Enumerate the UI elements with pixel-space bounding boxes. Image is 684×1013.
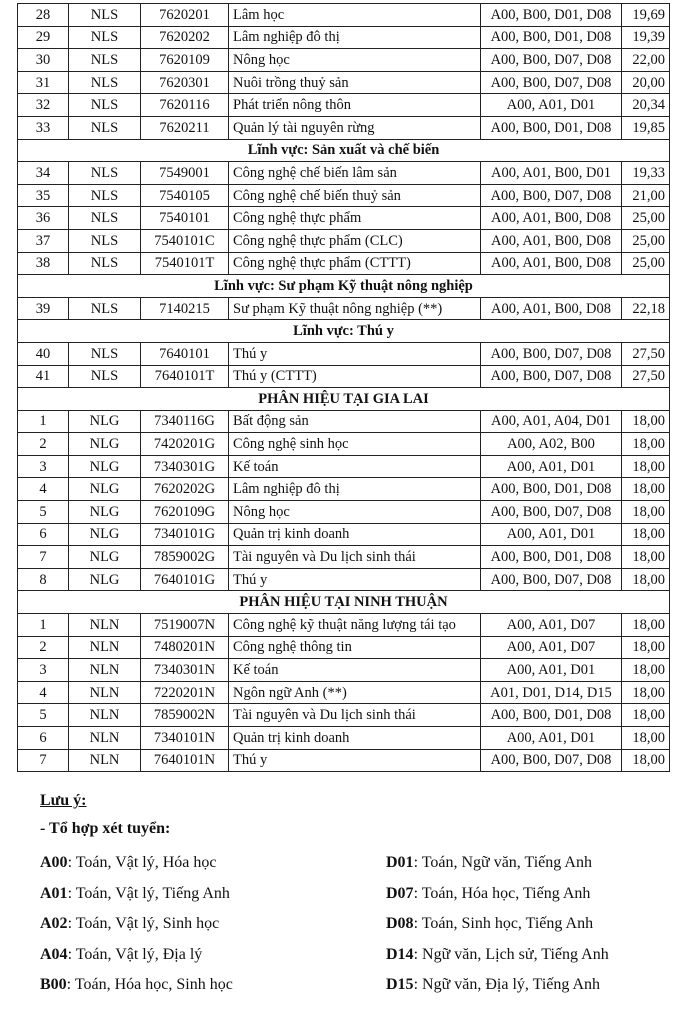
section-header-row — [18, 320, 670, 343]
table-row — [18, 116, 670, 139]
table-row — [18, 704, 670, 727]
row-school-code: NLN — [69, 681, 141, 704]
combo-code: A00 — [40, 854, 68, 871]
combo-subjects: Toán, Vật lý, Sinh học — [75, 915, 220, 933]
row-stt: 38 — [18, 252, 69, 275]
row-subject-combo: A00, A01, D07 — [481, 614, 622, 637]
combo-legend-item — [386, 879, 609, 910]
section-title: Lĩnh vực: Sản xuất và chế biến — [18, 139, 670, 162]
row-subject-combo: A00, A01, B00, D08 — [481, 229, 622, 252]
combo-code: A02 — [40, 915, 68, 933]
row-major-name: Phát triển nông thôn — [229, 94, 481, 117]
row-score: 22,18 — [622, 297, 670, 320]
table-row — [18, 410, 670, 433]
table-row — [18, 749, 670, 772]
table-row — [18, 501, 670, 524]
row-school-code: NLN — [69, 704, 141, 727]
row-major-name: Lâm học — [229, 4, 481, 27]
row-major-code: 7480201N — [141, 636, 229, 659]
row-stt: 3 — [18, 455, 69, 478]
row-school-code: NLS — [69, 365, 141, 388]
row-subject-combo: A00, B00, D07, D08 — [481, 184, 622, 207]
table-row — [18, 71, 670, 94]
combo-subjects: Toán, Hóa học, Tiếng Anh — [421, 884, 591, 902]
row-subject-combo: A00, B00, D07, D08 — [481, 49, 622, 72]
row-stt: 36 — [18, 207, 69, 230]
table-row — [18, 4, 670, 27]
combo-legend-right — [386, 848, 609, 1001]
row-major-code: 7340301G — [141, 455, 229, 478]
row-stt: 1 — [18, 614, 69, 637]
combo-subjects: Toán, Hóa học, Sinh học — [74, 976, 233, 994]
combo-legend-item — [386, 970, 609, 1001]
table-body — [18, 4, 670, 772]
table-row — [18, 659, 670, 682]
row-major-code: 7420201G — [141, 433, 229, 456]
row-subject-combo: A00, A01, B00, D08 — [481, 252, 622, 275]
combo-code: D08 — [386, 915, 414, 933]
combo-code: D01 — [386, 854, 414, 871]
row-major-name: Công nghệ sinh học — [229, 433, 481, 456]
row-subject-combo: A01, D01, D14, D15 — [481, 681, 622, 704]
row-major-name: Công nghệ thực phẩm (CTTT) — [229, 252, 481, 275]
row-school-code: NLS — [69, 252, 141, 275]
row-score: 18,00 — [622, 523, 670, 546]
table-row — [18, 523, 670, 546]
row-subject-combo: A00, B00, D01, D08 — [481, 704, 622, 727]
row-school-code: NLS — [69, 49, 141, 72]
row-stt: 4 — [18, 681, 69, 704]
combo-separator: : — [413, 854, 422, 871]
row-subject-combo: A00, B00, D07, D08 — [481, 365, 622, 388]
row-score: 27,50 — [622, 365, 670, 388]
combo-subjects: Toán, Vật lý, Địa lý — [75, 945, 203, 963]
row-stt: 33 — [18, 116, 69, 139]
row-school-code: NLN — [69, 636, 141, 659]
row-school-code: NLS — [69, 116, 141, 139]
row-major-name: Công nghệ chế biến thuỷ sản — [229, 184, 481, 207]
row-score: 22,00 — [622, 49, 670, 72]
row-score: 18,00 — [622, 410, 670, 433]
row-major-code: 7640101G — [141, 568, 229, 591]
combo-separator: : — [413, 945, 423, 963]
combo-code: A01 — [40, 884, 68, 902]
combo-code: D14 — [386, 945, 414, 963]
table-row — [18, 207, 670, 230]
row-school-code: NLS — [69, 94, 141, 117]
row-stt: 35 — [18, 184, 69, 207]
row-score: 19,85 — [622, 116, 670, 139]
combo-subjects: Ngữ văn, Địa lý, Tiếng Anh — [422, 976, 601, 994]
row-major-code: 7620211 — [141, 116, 229, 139]
row-subject-combo: A00, B00, D07, D08 — [481, 71, 622, 94]
row-major-name: Công nghệ thông tin — [229, 636, 481, 659]
combo-separator: : — [66, 976, 75, 994]
row-major-name: Kế toán — [229, 659, 481, 682]
row-stt: 5 — [18, 501, 69, 524]
row-score: 25,00 — [622, 229, 670, 252]
row-stt: 7 — [18, 749, 69, 772]
combo-legend-item — [40, 970, 233, 1001]
table-row — [18, 546, 670, 569]
combo-separator: : — [67, 884, 76, 902]
row-stt: 39 — [18, 297, 69, 320]
row-stt: 1 — [18, 410, 69, 433]
row-school-code: NLS — [69, 26, 141, 49]
row-score: 18,00 — [622, 546, 670, 569]
row-major-code: 7620109 — [141, 49, 229, 72]
combo-legend-item — [40, 879, 233, 910]
notes-title: Lưu ý: — [40, 792, 87, 809]
row-major-code: 7620202G — [141, 478, 229, 501]
row-score: 18,00 — [622, 455, 670, 478]
row-subject-combo: A00, B00, D07, D08 — [481, 749, 622, 772]
combo-separator: : — [67, 915, 76, 933]
row-stt: 3 — [18, 659, 69, 682]
row-subject-combo: A00, A01, B00, D01 — [481, 162, 622, 185]
row-major-name: Quản trị kinh doanh — [229, 523, 481, 546]
row-subject-combo: A00, B00, D01, D08 — [481, 116, 622, 139]
row-major-code: 7859002G — [141, 546, 229, 569]
row-score: 18,00 — [622, 433, 670, 456]
admission-score-table — [17, 3, 670, 772]
row-stt: 28 — [18, 4, 69, 27]
row-major-code: 7620202 — [141, 26, 229, 49]
row-subject-combo: A00, A01, D01 — [481, 455, 622, 478]
row-score: 18,00 — [622, 659, 670, 682]
table-row — [18, 433, 670, 456]
table-row — [18, 614, 670, 637]
row-major-name: Tài nguyên và Du lịch sinh thái — [229, 546, 481, 569]
row-school-code: NLG — [69, 455, 141, 478]
table-row — [18, 252, 670, 275]
row-subject-combo: A00, B00, D01, D08 — [481, 478, 622, 501]
row-major-name: Sư phạm Kỹ thuật nông nghiệp (**) — [229, 297, 481, 320]
row-school-code: NLS — [69, 184, 141, 207]
row-stt: 41 — [18, 365, 69, 388]
row-score: 19,39 — [622, 26, 670, 49]
row-score: 20,00 — [622, 71, 670, 94]
row-stt: 2 — [18, 636, 69, 659]
combo-legend-item — [386, 940, 609, 971]
row-major-name: Thú y — [229, 568, 481, 591]
row-school-code: NLG — [69, 478, 141, 501]
row-subject-combo: A00, B00, D01, D08 — [481, 4, 622, 27]
row-major-code: 7640101N — [141, 749, 229, 772]
combo-separator: : — [413, 884, 422, 902]
row-score: 19,69 — [622, 4, 670, 27]
row-major-code: 7340116G — [141, 410, 229, 433]
row-stt: 40 — [18, 342, 69, 365]
table-row — [18, 365, 670, 388]
combo-legend-item — [40, 940, 233, 971]
row-school-code: NLS — [69, 4, 141, 27]
row-major-name: Công nghệ thực phẩm — [229, 207, 481, 230]
row-major-name: Nông học — [229, 501, 481, 524]
row-subject-combo: A00, A01, D07 — [481, 636, 622, 659]
row-subject-combo: A00, B00, D01, D08 — [481, 26, 622, 49]
row-score: 20,34 — [622, 94, 670, 117]
row-subject-combo: A00, A01, D01 — [481, 727, 622, 750]
row-major-code: 7340101G — [141, 523, 229, 546]
combo-legend-left — [40, 848, 233, 1001]
row-school-code: NLN — [69, 727, 141, 750]
row-school-code: NLS — [69, 229, 141, 252]
row-major-code: 7620116 — [141, 94, 229, 117]
table-row — [18, 297, 670, 320]
row-major-code: 7220201N — [141, 681, 229, 704]
table-row — [18, 455, 670, 478]
combo-legend-item — [386, 909, 609, 940]
row-stt: 30 — [18, 49, 69, 72]
row-subject-combo: A00, B00, D07, D08 — [481, 342, 622, 365]
row-subject-combo: A00, A01, B00, D08 — [481, 207, 622, 230]
row-score: 18,00 — [622, 681, 670, 704]
combo-separator: : — [67, 945, 76, 963]
row-subject-combo: A00, B00, D07, D08 — [481, 568, 622, 591]
row-subject-combo: A00, B00, D01, D08 — [481, 546, 622, 569]
row-school-code: NLN — [69, 749, 141, 772]
row-major-code: 7640101T — [141, 365, 229, 388]
combo-legend-item — [386, 848, 609, 879]
row-score: 18,00 — [622, 749, 670, 772]
row-major-code: 7340301N — [141, 659, 229, 682]
section-header-row — [18, 591, 670, 614]
row-major-name: Thú y — [229, 749, 481, 772]
row-major-name: Lâm nghiệp đô thị — [229, 26, 481, 49]
row-major-code: 7549001 — [141, 162, 229, 185]
combo-subjects: Toán, Vật lý, Tiếng Anh — [75, 884, 230, 902]
row-subject-combo: A00, B00, D07, D08 — [481, 501, 622, 524]
section-title: PHÂN HIỆU TẠI GIA LAI — [18, 388, 670, 411]
table-row — [18, 727, 670, 750]
section-title: Lĩnh vực: Thú y — [18, 320, 670, 343]
row-major-name: Thú y — [229, 342, 481, 365]
row-score: 18,00 — [622, 568, 670, 591]
row-school-code: NLS — [69, 162, 141, 185]
row-school-code: NLS — [69, 71, 141, 94]
row-major-code: 7140215 — [141, 297, 229, 320]
combo-code: B00 — [40, 976, 67, 994]
row-major-code: 7540101 — [141, 207, 229, 230]
combo-legend-item — [40, 909, 233, 940]
row-major-name: Quản lý tài nguyên rừng — [229, 116, 481, 139]
row-school-code: NLG — [69, 523, 141, 546]
table-row — [18, 26, 670, 49]
row-major-code: 7859002N — [141, 704, 229, 727]
table-row — [18, 681, 670, 704]
row-major-name: Thú y (CTTT) — [229, 365, 481, 388]
row-school-code: NLN — [69, 614, 141, 637]
row-score: 18,00 — [622, 614, 670, 637]
combo-code: A04 — [40, 945, 68, 963]
row-major-code: 7620201 — [141, 4, 229, 27]
row-score: 18,00 — [622, 727, 670, 750]
combo-separator: : — [413, 915, 422, 933]
row-stt: 6 — [18, 727, 69, 750]
row-score: 27,50 — [622, 342, 670, 365]
row-school-code: NLS — [69, 342, 141, 365]
row-school-code: NLG — [69, 433, 141, 456]
row-major-name: Bất động sản — [229, 410, 481, 433]
combo-code: D07 — [386, 884, 414, 902]
table-row — [18, 568, 670, 591]
table-row — [18, 184, 670, 207]
row-major-code: 7540105 — [141, 184, 229, 207]
section-header-row — [18, 388, 670, 411]
row-major-name: Kế toán — [229, 455, 481, 478]
row-major-name: Tài nguyên và Du lịch sinh thái — [229, 704, 481, 727]
combo-subjects: Toán, Ngữ văn, Tiếng Anh — [421, 854, 592, 871]
row-stt: 5 — [18, 704, 69, 727]
row-score: 21,00 — [622, 184, 670, 207]
table-row — [18, 478, 670, 501]
combo-separator: : — [67, 854, 76, 871]
row-score: 19,33 — [622, 162, 670, 185]
row-score: 18,00 — [622, 636, 670, 659]
row-stt: 31 — [18, 71, 69, 94]
row-subject-combo: A00, A01, A04, D01 — [481, 410, 622, 433]
row-stt: 37 — [18, 229, 69, 252]
row-school-code: NLS — [69, 297, 141, 320]
row-major-code: 7620301 — [141, 71, 229, 94]
table-row — [18, 342, 670, 365]
row-major-code: 7640101 — [141, 342, 229, 365]
row-stt: 34 — [18, 162, 69, 185]
row-major-code: 7540101C — [141, 229, 229, 252]
row-score: 18,00 — [622, 501, 670, 524]
row-major-code: 7620109G — [141, 501, 229, 524]
row-stt: 32 — [18, 94, 69, 117]
row-major-name: Công nghệ kỹ thuật năng lượng tái tạo — [229, 614, 481, 637]
row-subject-combo: A00, A01, D01 — [481, 659, 622, 682]
combo-subjects: Toán, Sinh học, Tiếng Anh — [421, 915, 594, 933]
table-row — [18, 49, 670, 72]
row-stt: 6 — [18, 523, 69, 546]
table-row — [18, 162, 670, 185]
combo-code: D15 — [386, 976, 414, 994]
row-major-name: Lâm nghiệp đô thị — [229, 478, 481, 501]
row-school-code: NLN — [69, 659, 141, 682]
combo-subjects: Ngữ văn, Lịch sử, Tiếng Anh — [422, 945, 609, 963]
row-stt: 8 — [18, 568, 69, 591]
section-title: PHÂN HIỆU TẠI NINH THUẬN — [18, 591, 670, 614]
row-major-code: 7519007N — [141, 614, 229, 637]
section-header-row — [18, 139, 670, 162]
row-school-code: NLG — [69, 501, 141, 524]
row-score: 25,00 — [622, 252, 670, 275]
row-school-code: NLS — [69, 207, 141, 230]
row-major-name: Công nghệ thực phẩm (CLC) — [229, 229, 481, 252]
row-school-code: NLG — [69, 546, 141, 569]
row-major-code: 7540101T — [141, 252, 229, 275]
row-major-name: Quản trị kinh doanh — [229, 727, 481, 750]
row-subject-combo: A00, A01, D01 — [481, 94, 622, 117]
table-row — [18, 229, 670, 252]
row-stt: 7 — [18, 546, 69, 569]
section-header-row — [18, 275, 670, 298]
table-row — [18, 636, 670, 659]
row-stt: 2 — [18, 433, 69, 456]
row-school-code: NLG — [69, 568, 141, 591]
notes-subtitle: - Tổ hợp xét tuyển: — [40, 820, 171, 837]
row-stt: 4 — [18, 478, 69, 501]
row-major-code: 7340101N — [141, 727, 229, 750]
row-score: 18,00 — [622, 478, 670, 501]
combo-legend-item — [40, 848, 233, 879]
section-title: Lĩnh vực: Sư phạm Kỹ thuật nông nghiệp — [18, 275, 670, 298]
table-row — [18, 94, 670, 117]
row-subject-combo: A00, A01, B00, D08 — [481, 297, 622, 320]
combo-subjects: Toán, Vật lý, Hóa học — [75, 854, 217, 871]
row-subject-combo: A00, A01, D01 — [481, 523, 622, 546]
row-score: 18,00 — [622, 704, 670, 727]
row-subject-combo: A00, A02, B00 — [481, 433, 622, 456]
row-major-name: Nuôi trồng thuỷ sản — [229, 71, 481, 94]
row-school-code: NLG — [69, 410, 141, 433]
notes-section — [40, 792, 170, 838]
row-major-name: Công nghệ chế biến lâm sản — [229, 162, 481, 185]
row-score: 25,00 — [622, 207, 670, 230]
row-stt: 29 — [18, 26, 69, 49]
combo-separator: : — [413, 976, 423, 994]
row-major-name: Ngôn ngữ Anh (**) — [229, 681, 481, 704]
row-major-name: Nông học — [229, 49, 481, 72]
